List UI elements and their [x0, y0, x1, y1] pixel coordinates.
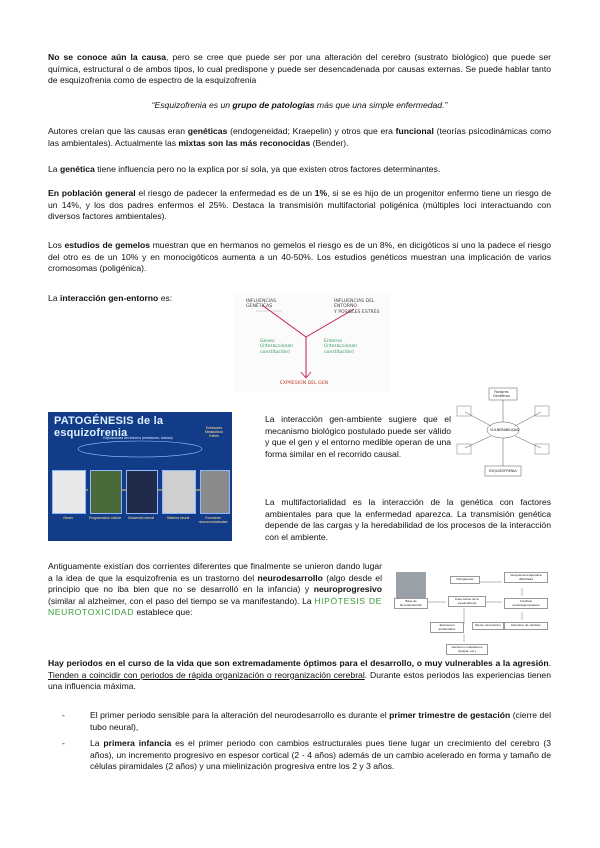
face-image: [200, 470, 230, 514]
vulnerability-top-label: Factores Genéticos: [493, 390, 510, 398]
causes-paragraph: Autores creían que las causas eran genéticas (endogeneidad; Kraepelin) y otros que era funcional (teorías psicodinámicas como las ambientales). Actualmente las mixtas son las más reconocidas (Bender).: [48, 126, 551, 148]
node-active-phase: Fase activa de la esquizofrenia: [448, 596, 486, 607]
node-modulating-factors: Factores moduladores (terapia, etc.): [446, 644, 488, 655]
node-change-deterioration: Deterioro de cambios: [504, 622, 548, 630]
caption-neural-system: Sistema neural: [166, 516, 190, 520]
gene-environment-label: La interacción gen-entorno es:: [48, 293, 173, 303]
cell-image: [90, 470, 122, 514]
genetics-paragraph: La genética tiene influencia pero no la explica por sí sola, ya que existen otros factores determinantes.: [48, 164, 441, 174]
node-pathogenesis: Patogénesis: [450, 576, 480, 584]
list-bullet-2: -: [62, 738, 65, 748]
vulnerability-center-label: VULNERABILIDAD: [490, 428, 520, 432]
node-neurodegenerative-changes: Cambios neurodegenerativos: [504, 598, 548, 609]
brain-image: [162, 470, 196, 514]
twin-studies-paragraph: Los estudios de gemelos muestran que en hermanos no gemelos el riesgo es de un 8%, en dicigóticos si uno la padece el riesgo del otro es de un 10% y en monocigóticos aumenta a un 40-50%. Los estudios genéticos muestran una implicación de varios cromosomas (poligénica).: [48, 240, 552, 274]
node-neurotoxic-effect: Efecto neurotóxico: [472, 622, 504, 630]
definition-quote: “Esquizofrenia es un grupo de patologías más que una simple enfermedad.”: [151, 100, 448, 110]
sketch-entorno-label: Entorno (interaccionan constitución): [324, 339, 358, 355]
pathogenesis-figure: [48, 412, 232, 541]
caption-neural-development: Desarrollo neural: [128, 516, 154, 520]
vulnerability-bottom-label: ESQUIZOFRENIA: [489, 469, 517, 473]
brain-thumbnail: [396, 572, 426, 598]
multifactorial-paragraph: La multifactorialidad es la interacción de la genética con factores ambientales para que la enfermedad aparezca. La transmisión genética depende de las cargas y la heredabilidad de los procesos de la interacción con el ambiente.: [265, 497, 551, 542]
sketch-genetic-label: INFLUENCIAS GENÉTICAS: [246, 299, 277, 310]
sensitive-periods-paragraph: Hay periodos en el curso de la vida que son extremadamente óptimos para el desarrollo, o muy vulnerables a la agresión. Tienden a coincidir con periodos de rápida organización o reorganización cerebral. Durante estos periodos las experiencias tienen una influencia máxima.: [48, 658, 551, 692]
pathogenesis-right-caption: Estresores Metabólicos Estrés: [204, 426, 224, 438]
list-item: La primera infancia es el primer periodo con cambios estructurales pues tiene lugar un crecimiento del cerebro (3 años), un incremento progresivo en espesor cortical (2 - 4 años) además de un cambio acelerado en forma y tamaño de células piramidales (2 años) y una mielinización progresiva entre los 2 y 3 años.: [90, 738, 552, 772]
gene-environment-sketch: [234, 293, 390, 392]
gene-environment-paragraph: La interacción gen-ambiente sugiere que el mecanismo biológico postulado puede ser válido y que el gen y el entorno medible operan de una forma similar en el recorrido causal.: [265, 414, 451, 459]
neurodevelopment-paragraph: Antiguamente existían dos corrientes diferentes que finalmente se unieron dando lugar a la idea de que la esquizofrenia es un trastorno del neurodesarrollo (algo desde el principio que no iba bien que no se desarrolló en la infancia) y neuroprogresivo (similar al alzheimer, con el paso del tiempo se va manifestando). La HIPÓTESIS DE NEUROTOXICIDAD establece que:: [48, 561, 382, 618]
chromosome-image: [52, 470, 86, 514]
caption-genes: Genes: [63, 516, 73, 520]
node-environmental-stressors: Estresores ambientales: [430, 622, 464, 633]
sketch-genes-label: Genes (interaccionan constitución): [260, 339, 294, 355]
pathogenesis-top-caption: Exposiciones del entorno (estresores, toxinas): [103, 436, 173, 440]
list-item: El primer periodo sensible para la alteración del neurodesarrollo es durante el primer trimestre de gestación (cierre del tubo neural),: [90, 710, 551, 732]
node-therapeutic-response: Respuesta terapéutica dificultada: [504, 572, 548, 583]
sketch-expression-label: EXPRESIÓN DEL GEN: [280, 381, 329, 386]
intro-paragraph: No se conoce aún la causa, pero se cree que puede ser por una alteración del cerebro (sustrato biológico) que puede ser química, estructural o de ambos tipos, lo cual predispone y puede ser desencadenada por causas externas. Se puede hablar tanto de esquizofrenia como de espectro de la esquizofrenia: [48, 52, 551, 86]
node-neurodevelopment-base: Base de Neurodesarrollo: [394, 598, 428, 609]
neural-development-image: [126, 470, 158, 514]
population-risk-paragraph: En población general el riesgo de padecer la enfermedad es de un 1%, si se es hijo de un progenitor enfermo tiene un riesgo de un 14%, y los dos padres enfermos el 25%. Destaca la transmisión multifactorial poligénica (múltiples loci interactuando con diversos factores ambientales).: [48, 188, 551, 222]
pathogenesis-title: PATOGÉNESIS de la esquizofrenia: [54, 415, 164, 439]
caption-cell-programming: Programación celular: [88, 516, 122, 520]
vulnerability-diagram: [455, 386, 552, 484]
neurotoxicity-diagram: [390, 568, 552, 660]
sketch-environment-label: INFLUENCIAS DEL ENTORNO Y POSIBLES ESTRÉS: [334, 299, 380, 315]
caption-neurobehavioral: Funciones neuroconductuales: [198, 516, 228, 524]
list-bullet-1: -: [62, 710, 65, 720]
